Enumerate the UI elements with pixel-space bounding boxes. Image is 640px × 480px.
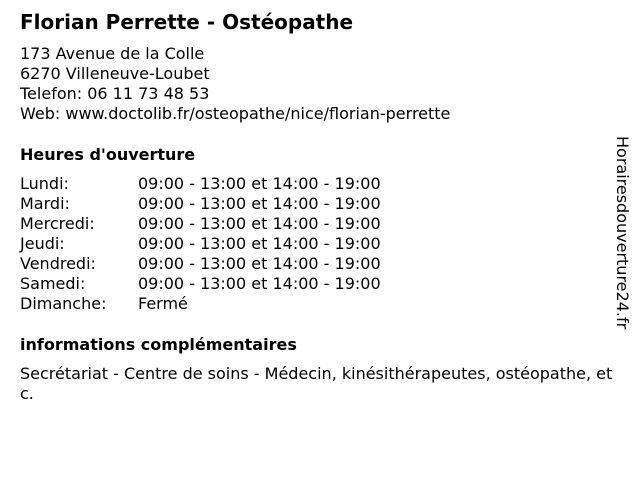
time-value: 09:00 - 13:00 et 14:00 - 19:00: [138, 254, 381, 273]
day-label: Jeudi:: [20, 234, 65, 253]
time-value: Fermé: [138, 294, 188, 313]
opening-hours-heading: Heures d'ouverture: [20, 145, 196, 164]
phone-number: Telefon: 06 11 73 48 53: [20, 84, 210, 103]
page-title: Florian Perrette - Ostéopathe: [20, 10, 354, 34]
additional-info-text: Secrétariat - Centre de soins - Médecin, kinésithérapeutes, ostéopathe, etc.: [20, 364, 613, 403]
day-label: Vendredi:: [20, 254, 96, 273]
hours-row-tuesday: [20, 194, 440, 214]
city-address: 6270 Villeneuve-Loubet: [20, 64, 210, 83]
hours-row-thursday: [20, 234, 440, 254]
hours-row-monday: [20, 174, 440, 194]
time-value: 09:00 - 13:00 et 14:00 - 19:00: [138, 194, 381, 213]
additional-info-heading: informations complémentaires: [20, 335, 297, 354]
time-value: 09:00 - 13:00 et 14:00 - 19:00: [138, 274, 381, 293]
website-link: Web: www.doctolib.fr/osteopathe/nice/florian-perrette: [20, 104, 451, 123]
time-value: 09:00 - 13:00 et 14:00 - 19:00: [138, 174, 381, 193]
day-label: Dimanche:: [20, 294, 107, 313]
day-label: Mardi:: [20, 194, 70, 213]
hours-row-friday: [20, 254, 440, 274]
site-watermark: Horairesdouverture24.fr: [613, 136, 632, 330]
time-value: 09:00 - 13:00 et 14:00 - 19:00: [138, 234, 381, 253]
hours-row-sunday: [20, 294, 440, 314]
opening-hours-table: [20, 174, 440, 314]
day-label: Lundi:: [20, 174, 69, 193]
hours-row-saturday: [20, 274, 440, 294]
address-block: [20, 44, 450, 124]
time-value: 09:00 - 13:00 et 14:00 - 19:00: [138, 214, 381, 233]
day-label: Samedi:: [20, 274, 86, 293]
hours-row-wednesday: [20, 214, 440, 234]
street-address: 173 Avenue de la Colle: [20, 44, 205, 63]
day-label: Mercredi:: [20, 214, 95, 233]
